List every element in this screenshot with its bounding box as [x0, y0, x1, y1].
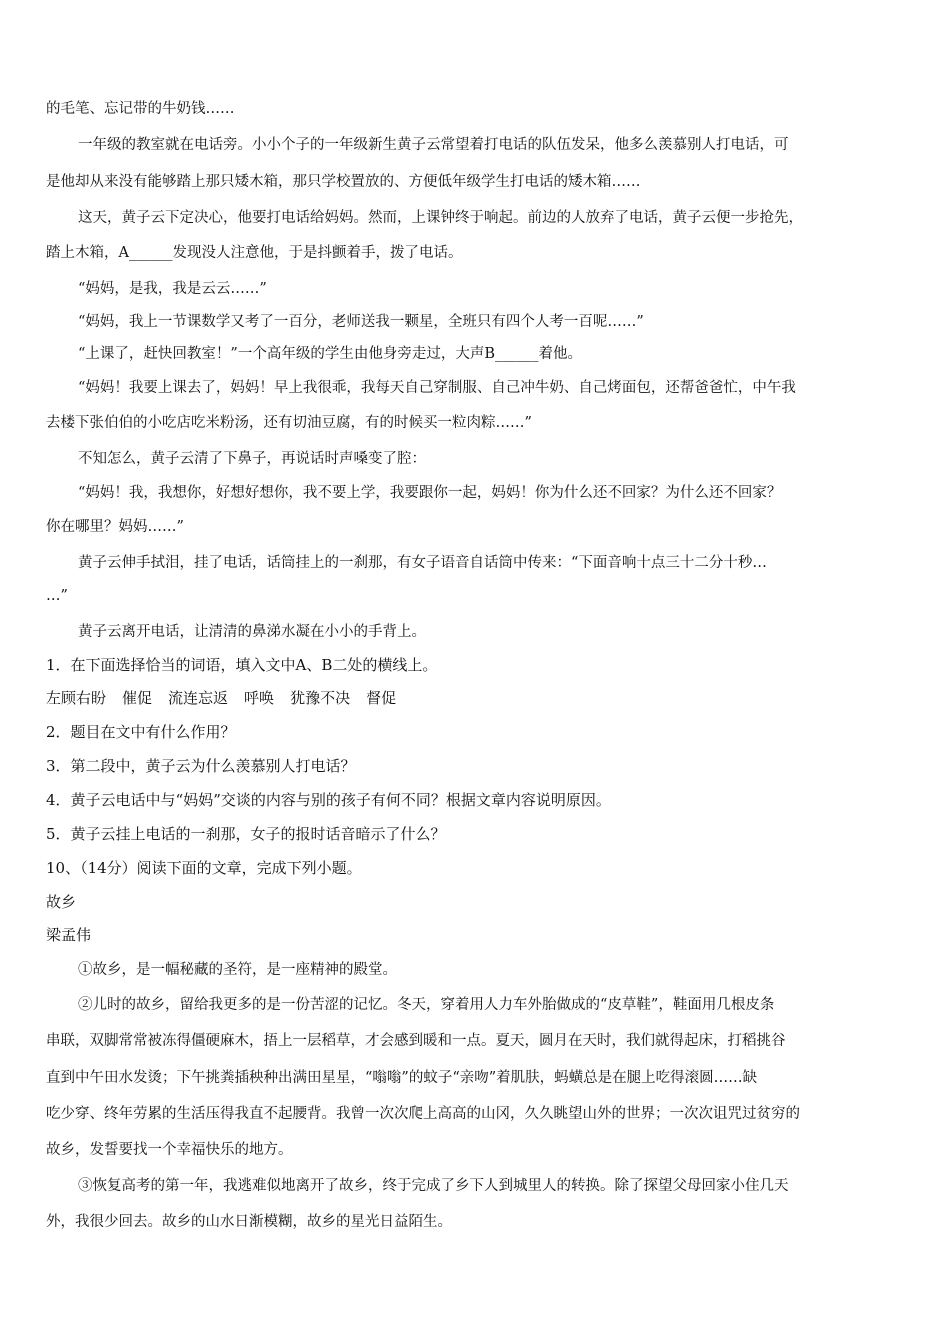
text-line: 串联，双脚常常被冻得僵硬麻木，捂上一层稻草，才会感到暖和一点。夏天，圆月在天时，我们就得起床，打稻挑谷	[46, 1033, 786, 1049]
text-line: 故乡，发誓要找一个幸福快乐的地方。	[46, 1142, 293, 1158]
text-line: ②儿时的故乡，留给我更多的是一份苦涩的记忆。冬天，穿着用人力车外胎做成的“皮草鞋”，鞋面用几根皮条	[78, 997, 775, 1013]
question-1: 1．在下面选择恰当的词语，填入文中A、B二处的横线上。	[46, 656, 438, 674]
text-line: 黄子云伸手拭泪，挂了电话，话筒挂上的一刹那，有女子语音自话筒中传来：“下面音响十点三十二分十秒…	[78, 555, 767, 571]
word-choices	[46, 688, 906, 708]
text-line: 踏上木箱，A______发现没人注意他，于是抖颤着手，拨了电话。	[46, 245, 463, 261]
question-4: 4．黄子云电话中与“妈妈”交谈的内容与别的孩子有何不同？根据文章内容说明原因。	[46, 791, 611, 809]
text-line: 一年级的教室就在电话旁。小小个子的一年级新生黄子云常望着打电话的队伍发呆，他多么羡慕别人打电话，可	[78, 137, 789, 153]
question-5: 5．黄子云挂上电话的一刹那，女子的报时话音暗示了什么？	[46, 825, 446, 843]
text-line: 的毛笔、忘记带的牛奶钱……	[46, 101, 235, 117]
text-line: 不知怎么，黄子云清了下鼻子，再说话时声嗓变了腔：	[78, 451, 426, 467]
question-2: 2．题目在文中有什么作用？	[46, 723, 236, 741]
choice-word: 督促	[366, 689, 397, 707]
text-line: 黄子云离开电话，让清清的鼻涕水凝在小小的手背上。	[78, 624, 426, 640]
text-line: ①故乡，是一幅秘藏的圣符，是一座精神的殿堂。	[78, 962, 397, 978]
text-line: 吃少穿、终年劳累的生活压得我直不起腰背。我曾一次次爬上高高的山冈，久久眺望山外的世界；一次次诅咒过贫穷的	[46, 1106, 800, 1122]
text-line: 去楼下张伯伯的小吃店吃米粉汤，还有切油豆腐，有的时候买一粒肉粽……”	[46, 415, 532, 431]
choice-word: 流连忘返	[168, 689, 229, 707]
text-line: …”	[46, 588, 68, 604]
article-author: 梁孟伟	[46, 926, 92, 944]
article-title: 故乡	[46, 893, 77, 911]
choice-word: 催促	[122, 689, 153, 707]
text-line: 这天，黄子云下定决心，他要打电话给妈妈。然而，上课钟终于响起。前边的人放弃了电话，黄子云便一步抢先，	[78, 210, 803, 226]
section-heading: 10、（14分）阅读下面的文章，完成下列小题。	[46, 859, 362, 877]
text-line: 直到中午田水发烫；下午挑粪插秧种出满田星星，“嗡嗡”的蚊子“亲吻”着肌肤，蚂蟥总是在腿上吃得滚圆……缺	[46, 1070, 758, 1086]
text-line: 外，我很少回去。故乡的山水日渐模糊，故乡的星光日益陌生。	[46, 1214, 452, 1230]
text-line: “妈妈！我，我想你，好想好想你，我不要上学，我要跟你一起，妈妈！你为什么还不回家？为什么还不回家？	[78, 485, 782, 501]
choice-word: 犹豫不决	[290, 689, 351, 707]
text-line: “妈妈，我上一节课数学又考了一百分，老师送我一颗星，全班只有四个人考一百呢……”	[78, 314, 644, 330]
text-line: “妈妈，是我，我是云云……”	[78, 281, 267, 297]
text-line: “妈妈！我要上课去了，妈妈！早上我很乖，我每天自己穿制服、自己冲牛奶、自己烤面包，还帮爸爸忙，中午我	[78, 380, 796, 396]
text-line: ③恢复高考的第一年，我逃难似地离开了故乡，终于完成了乡下人到城里人的转换。除了探望父母回家小住几天	[78, 1178, 789, 1194]
text-line: “上课了，赶快回教室！”一个高年级的学生由他身旁走过，大声B______着他。	[78, 346, 582, 362]
choice-word: 左顾右盼	[46, 689, 107, 707]
choice-word: 呼唤	[244, 689, 275, 707]
text-line: 你在哪里？妈妈……”	[46, 519, 184, 535]
text-line: 是他却从来没有能够踏上那只矮木箱，那只学校置放的、方便低年级学生打电话的矮木箱……	[46, 174, 641, 190]
question-3: 3．第二段中，黄子云为什么羡慕别人打电话？	[46, 757, 356, 775]
